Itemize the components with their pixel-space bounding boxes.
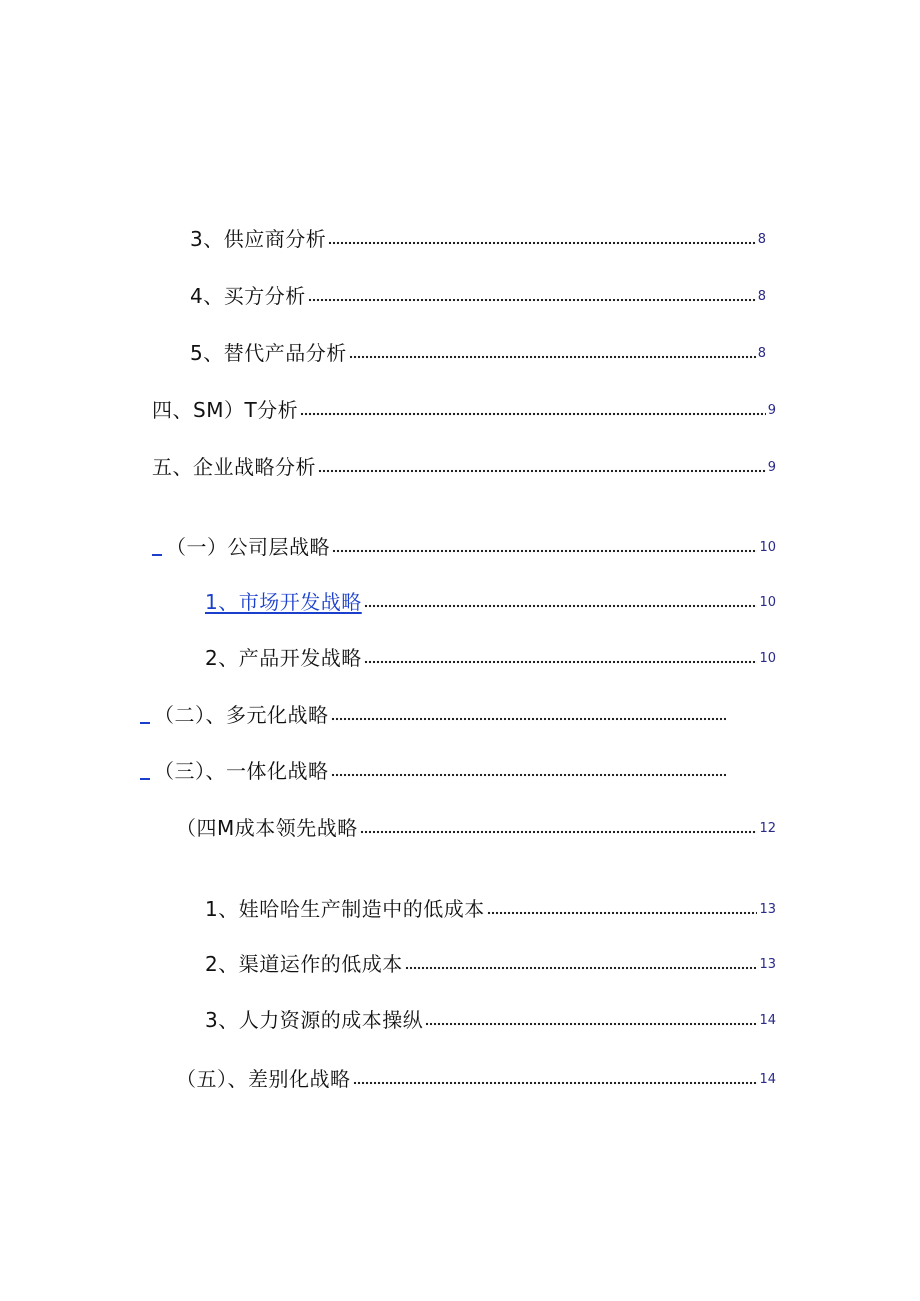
- toc-page-number: 8: [757, 346, 766, 361]
- toc-label: 1、娃哈哈生产制造中的低成本: [205, 897, 485, 921]
- toc-page-number: 12: [759, 821, 776, 836]
- field-marker: [140, 778, 150, 780]
- toc-page-number: 9: [767, 403, 776, 418]
- toc-label: 5、替代产品分析: [190, 341, 347, 365]
- toc-entry-differentiation[interactable]: [176, 1062, 776, 1092]
- toc-label: （三）、一体化战略: [154, 759, 329, 783]
- toc-label: 四、SM）T分析: [152, 398, 299, 422]
- toc-entry-market-development[interactable]: [205, 585, 776, 615]
- toc-entry-substitute-analysis[interactable]: [190, 336, 766, 366]
- dot-leader: [331, 716, 727, 722]
- toc-label: 2、产品开发战略: [205, 646, 362, 670]
- toc-label: （五）、差别化战略: [176, 1067, 351, 1091]
- toc-page-number: 14: [759, 1072, 776, 1087]
- toc-entry-product-development[interactable]: [205, 641, 776, 671]
- toc-page-number: 14: [759, 1013, 776, 1028]
- dot-leader: [360, 829, 758, 835]
- toc-page-number: 13: [759, 902, 776, 917]
- dot-leader: [425, 1021, 757, 1027]
- toc-page-number: 9: [767, 460, 776, 475]
- dot-leader: [331, 772, 727, 778]
- toc-entry-swot-analysis[interactable]: [152, 393, 776, 423]
- toc-entry-strategy-analysis[interactable]: [152, 450, 776, 480]
- toc-entry-buyer-analysis[interactable]: [190, 279, 766, 309]
- field-marker: [140, 722, 150, 724]
- dot-leader: [300, 411, 766, 417]
- dot-leader: [328, 240, 755, 246]
- dot-leader: [318, 468, 766, 474]
- toc-label: 4、买方分析: [190, 284, 306, 308]
- dot-leader: [364, 603, 758, 609]
- dot-leader: [308, 297, 756, 303]
- dot-leader: [364, 659, 758, 665]
- toc-page-number: 10: [759, 595, 776, 610]
- toc-label: （一）公司层战略: [166, 535, 330, 559]
- toc-page-number: 13: [759, 957, 776, 972]
- dot-leader: [349, 354, 756, 360]
- toc-label: 五、企业战略分析: [152, 455, 316, 479]
- toc-page-number: 8: [757, 289, 766, 304]
- toc-entry-cost-leadership[interactable]: [176, 811, 776, 841]
- toc-link[interactable]: 1、市场开发战略: [205, 590, 362, 614]
- toc-entry-channel-low-cost[interactable]: [205, 947, 776, 977]
- toc-label: 3、人力资源的成本操纵: [205, 1008, 424, 1032]
- dot-leader: [487, 910, 758, 916]
- toc-entry-integration[interactable]: [140, 754, 736, 784]
- dot-leader: [332, 548, 757, 554]
- toc-label: （四M成本领先战略: [176, 816, 358, 840]
- toc-page-number: 10: [759, 651, 776, 666]
- dot-leader: [405, 965, 758, 971]
- toc-label: 3、供应商分析: [190, 227, 327, 251]
- toc-entry-hr-cost-control[interactable]: [205, 1003, 776, 1033]
- toc-entry-manufacturing-low-cost[interactable]: [205, 892, 776, 922]
- toc-page-number: 10: [759, 540, 776, 555]
- toc-label: 2、渠道运作的低成本: [205, 952, 403, 976]
- toc-label: （二）、多元化战略: [154, 703, 329, 727]
- toc-entry-supplier-analysis[interactable]: [190, 222, 766, 252]
- toc-entry-diversification[interactable]: [140, 698, 736, 728]
- dot-leader: [353, 1080, 758, 1086]
- toc-page-number: 8: [757, 232, 766, 247]
- toc-entry-corporate-strategy[interactable]: [152, 530, 776, 560]
- field-marker: [152, 554, 162, 556]
